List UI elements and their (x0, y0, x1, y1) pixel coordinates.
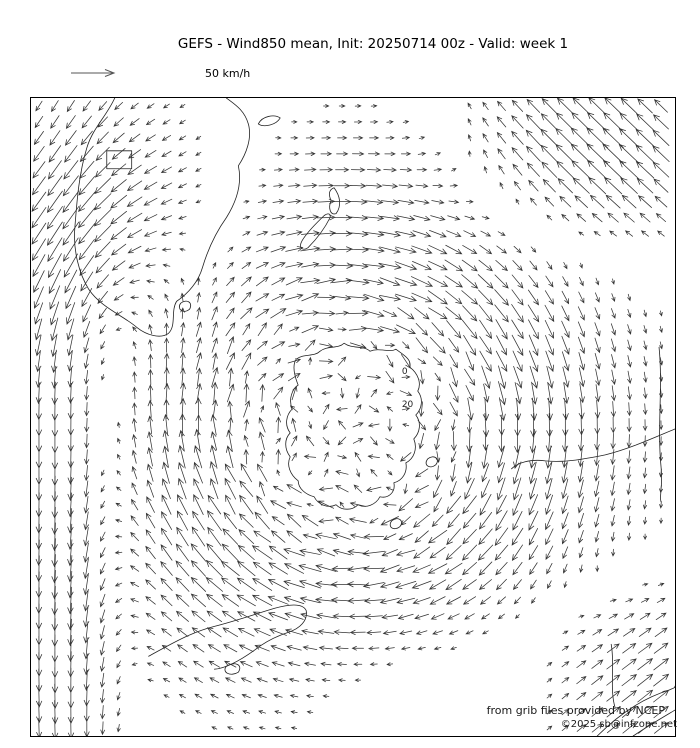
coastline-falkland-islet (179, 301, 190, 311)
wind-map-frame (30, 97, 676, 737)
coastline-antarctic-islet-east (426, 457, 437, 467)
coastline-antarctic-islet-south (390, 519, 401, 529)
credit-provider: from grib files provided by NCEP (486, 704, 665, 717)
credit-copyright: ©2025 sb@infzone.net (560, 719, 677, 730)
wind-map-svg (31, 98, 675, 736)
wind-vector-arrows (32, 98, 669, 736)
chart-title: GEFS - Wind850 mean, Init: 20250714 00z - Valid: week 1 (177, 36, 569, 52)
contour-label: 0 (401, 367, 408, 378)
wind-scale-arrow-icon (70, 68, 116, 78)
contour-label: 20 (401, 400, 414, 411)
coastline-new-zealand-north-island (329, 188, 339, 214)
wind-scale-legend (70, 66, 250, 80)
wind-scale-label: 50 km/h (205, 66, 251, 80)
coastline-small-oval-island (258, 116, 280, 126)
